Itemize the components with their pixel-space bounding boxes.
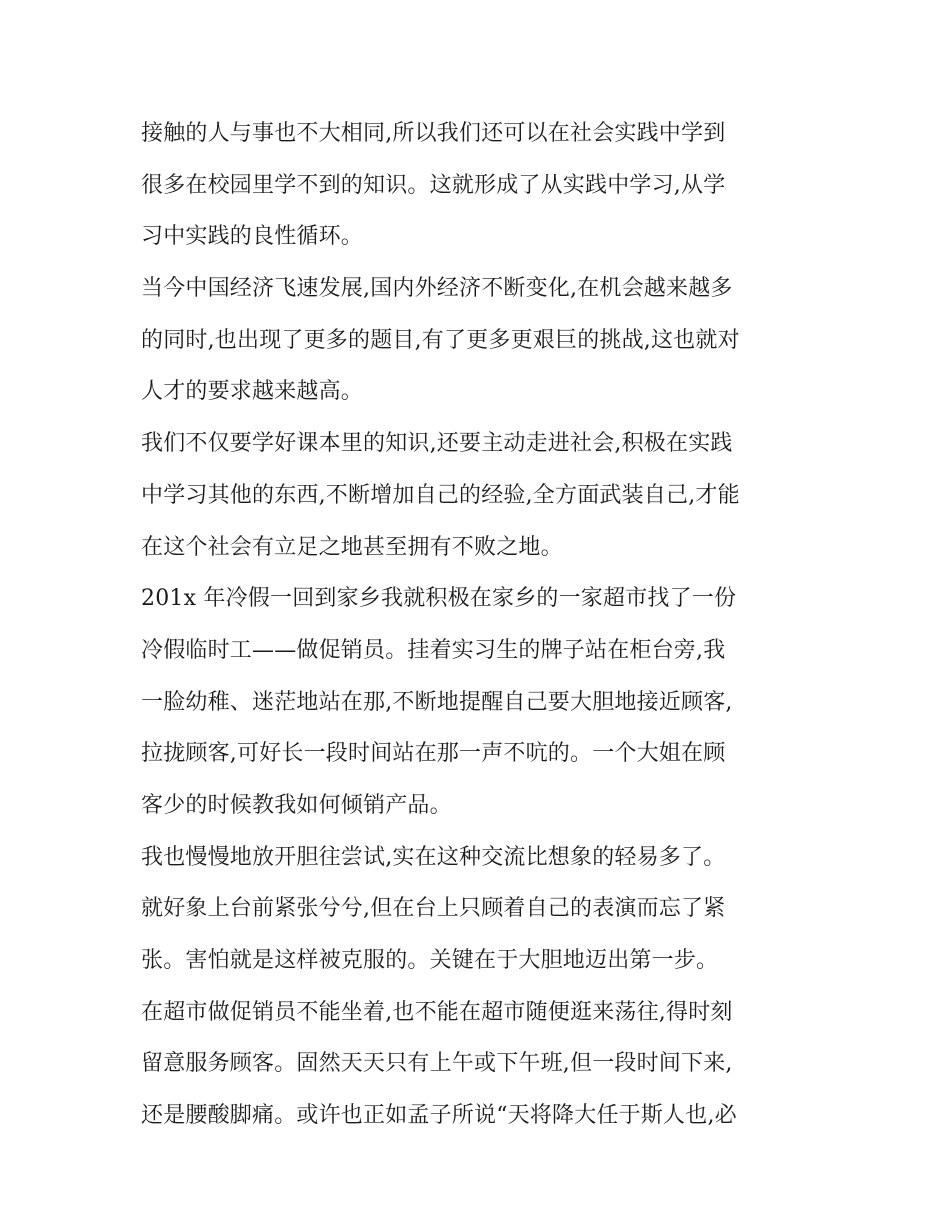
text-line: 人才的要求越来越高。 (141, 379, 364, 405)
text-line: 就好象上台前紧张兮兮,但在台上只顾着自己的表演而忘了紧 (141, 896, 726, 922)
text-line: 我们不仅要学好课本里的知识,还要主动走进社会,积极在实践 (141, 431, 733, 457)
text-line: 客少的时候教我如何倾销产品。 (141, 792, 452, 818)
text-line: 留意服务顾客。固然天天只有上午或下午班,但一段时间下来, (141, 1051, 733, 1077)
text-line: 张。害怕就是这样被克服的。关键在于大胆地迈出第一步。 (141, 948, 719, 973)
text-line: 接触的人与事也不大相同,所以我们还可以在社会实践中学到 (141, 121, 726, 146)
text-line: 很多在校园里学不到的知识。这就形成了从实践中学习,从学 (141, 172, 726, 198)
text-line: 习中实践的良性循环。 (141, 224, 364, 250)
text-line: 201x 年冷假一回到家乡我就积极在家乡的一家超市找了一份 (141, 586, 737, 612)
text-line: 在超市做促销员不能坐着,也不能在超市随便逛来荡往,得时刻 (141, 999, 733, 1025)
text-line: 当今中国经济飞速发展,国内外经济不断变化,在机会越来越多 (141, 276, 733, 302)
text-line: 中学习其他的东西,不断增加自己的经验,全方面武装自己,才能 (141, 482, 740, 508)
document-body (141, 108, 821, 1142)
text-line: 拉拢顾客,可好长一段时间站在那一声不吭的。一个大姐在顾 (141, 741, 726, 767)
text-line: 一脸幼稚、迷茫地站在那,不断地提醒自己要大胆地接近顾客, (141, 689, 733, 715)
text-line: 我也慢慢地放开胆往尝试,实在这种交流比想象的轻易多了。 (141, 844, 726, 870)
text-line: 在这个社会有立足之地甚至拥有不败之地。 (141, 534, 563, 560)
text-line: 的同时,也出现了更多的题目,有了更多更艰巨的挑战,这也就对 (141, 327, 740, 353)
text-line: 冷假临时工——做促销员。挂着实习生的牌子站在柜台旁,我 (141, 637, 726, 663)
text-line: 还是腰酸脚痛。或许也正如孟子所说“天将降大任于斯人也,必 (141, 1103, 737, 1129)
